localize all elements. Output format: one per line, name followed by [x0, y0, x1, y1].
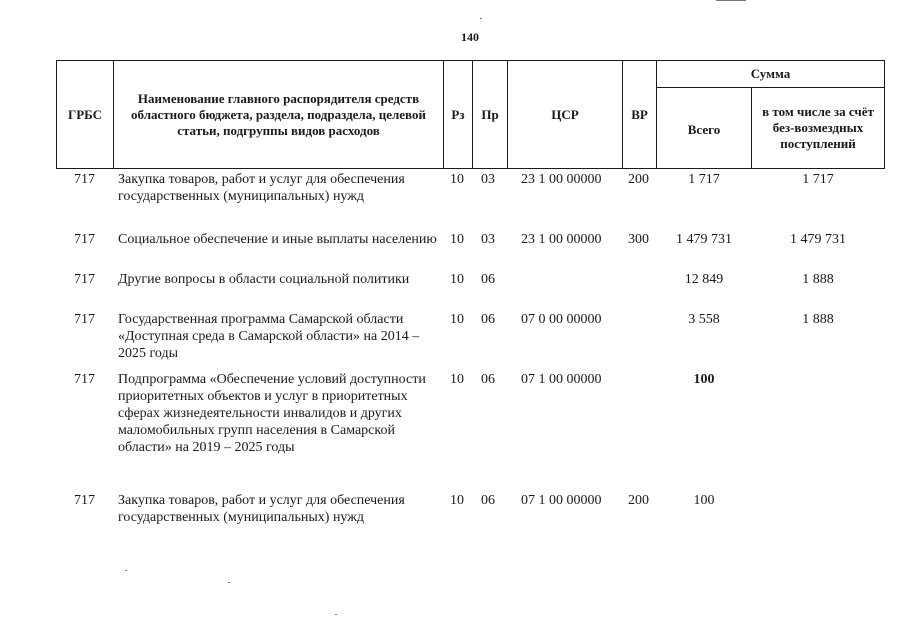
cell-rz: 10	[450, 272, 464, 287]
cell-grbs: 717	[74, 312, 95, 327]
scan-speck	[228, 582, 230, 583]
cell-total: 1 717	[688, 172, 720, 187]
scan-speck	[335, 614, 337, 615]
cell-gratuitous: 1 888	[802, 312, 834, 327]
cell-pr: 06	[481, 312, 495, 327]
cell-total: 12 849	[684, 272, 724, 287]
cell-rz: 10	[450, 312, 464, 327]
cell-name: Подпрограмма «Обеспечение условий доступности приоритетных объектов и услуг в приоритетных сферах жизнедеятельности инвалидов и других маломобильных групп населения в Самарской области» на 2019 – 2025 годы	[118, 372, 426, 455]
header-name: Наименование главного распорядителя средств областного бюджета, раздела, подраздела, целевой статьи, подгруппы видов расходов	[113, 60, 444, 169]
cell-rz: 10	[450, 372, 464, 387]
cell-csr: 07 1 00 00000	[521, 493, 602, 508]
cell-vr: 200	[628, 493, 649, 508]
cell-vr: 300	[628, 232, 649, 247]
cell-grbs: 717	[74, 493, 95, 508]
scan-speck	[716, 0, 746, 1]
header-pr: Пр	[472, 60, 508, 169]
header-total: Всего	[656, 87, 752, 169]
cell-pr: 06	[481, 493, 495, 508]
scan-speck	[125, 570, 127, 571]
cell-gratuitous: 1 717	[802, 172, 834, 187]
cell-grbs: 717	[74, 272, 95, 287]
cell-csr: 23 1 00 00000	[521, 232, 602, 247]
cell-total: 1 479 731	[676, 232, 732, 247]
cell-rz: 10	[450, 172, 464, 187]
cell-grbs: 717	[74, 372, 95, 387]
cell-pr: 03	[481, 172, 495, 187]
cell-total: 100	[693, 493, 715, 508]
cell-grbs: 717	[74, 172, 95, 187]
cell-name: Государственная программа Самарской области «Доступная среда в Самарской области» на 2014 – 2025 годы	[118, 312, 420, 361]
header-rz: Рз	[443, 60, 473, 169]
header-sum: Сумма	[656, 60, 885, 88]
cell-name: Закупка товаров, работ и услуг для обеспечения государственных (муниципальных) нужд	[118, 493, 405, 525]
cell-csr: 23 1 00 00000	[521, 172, 602, 187]
header-vr: ВР	[622, 60, 657, 169]
cell-gratuitous: 1 888	[802, 272, 834, 287]
cell-vr: 200	[628, 172, 649, 187]
cell-rz: 10	[450, 232, 464, 247]
header-gratuitous: в том числе за счёт без-возмездных поступлений	[751, 87, 885, 169]
cell-name: Другие вопросы в области социальной политики	[118, 272, 410, 287]
cell-rz: 10	[450, 493, 464, 508]
cell-name: Социальное обеспечение и иные выплаты населению	[118, 232, 437, 247]
cell-csr: 07 1 00 00000	[521, 372, 602, 387]
cell-total: 3 558	[688, 312, 720, 327]
cell-gratuitous: 1 479 731	[790, 232, 846, 247]
header-grbs: ГРБС	[56, 60, 114, 169]
scan-speck	[480, 18, 482, 19]
cell-pr: 03	[481, 232, 495, 247]
cell-pr: 06	[481, 372, 495, 387]
cell-pr: 06	[481, 272, 495, 287]
cell-csr: 07 0 00 00000	[521, 312, 602, 327]
page-number: 140	[461, 30, 479, 44]
cell-name: Закупка товаров, работ и услуг для обеспечения государственных (муниципальных) нужд	[118, 172, 405, 204]
cell-total: 100	[693, 372, 715, 387]
cell-grbs: 717	[74, 232, 95, 247]
header-csr: ЦСР	[507, 60, 623, 169]
